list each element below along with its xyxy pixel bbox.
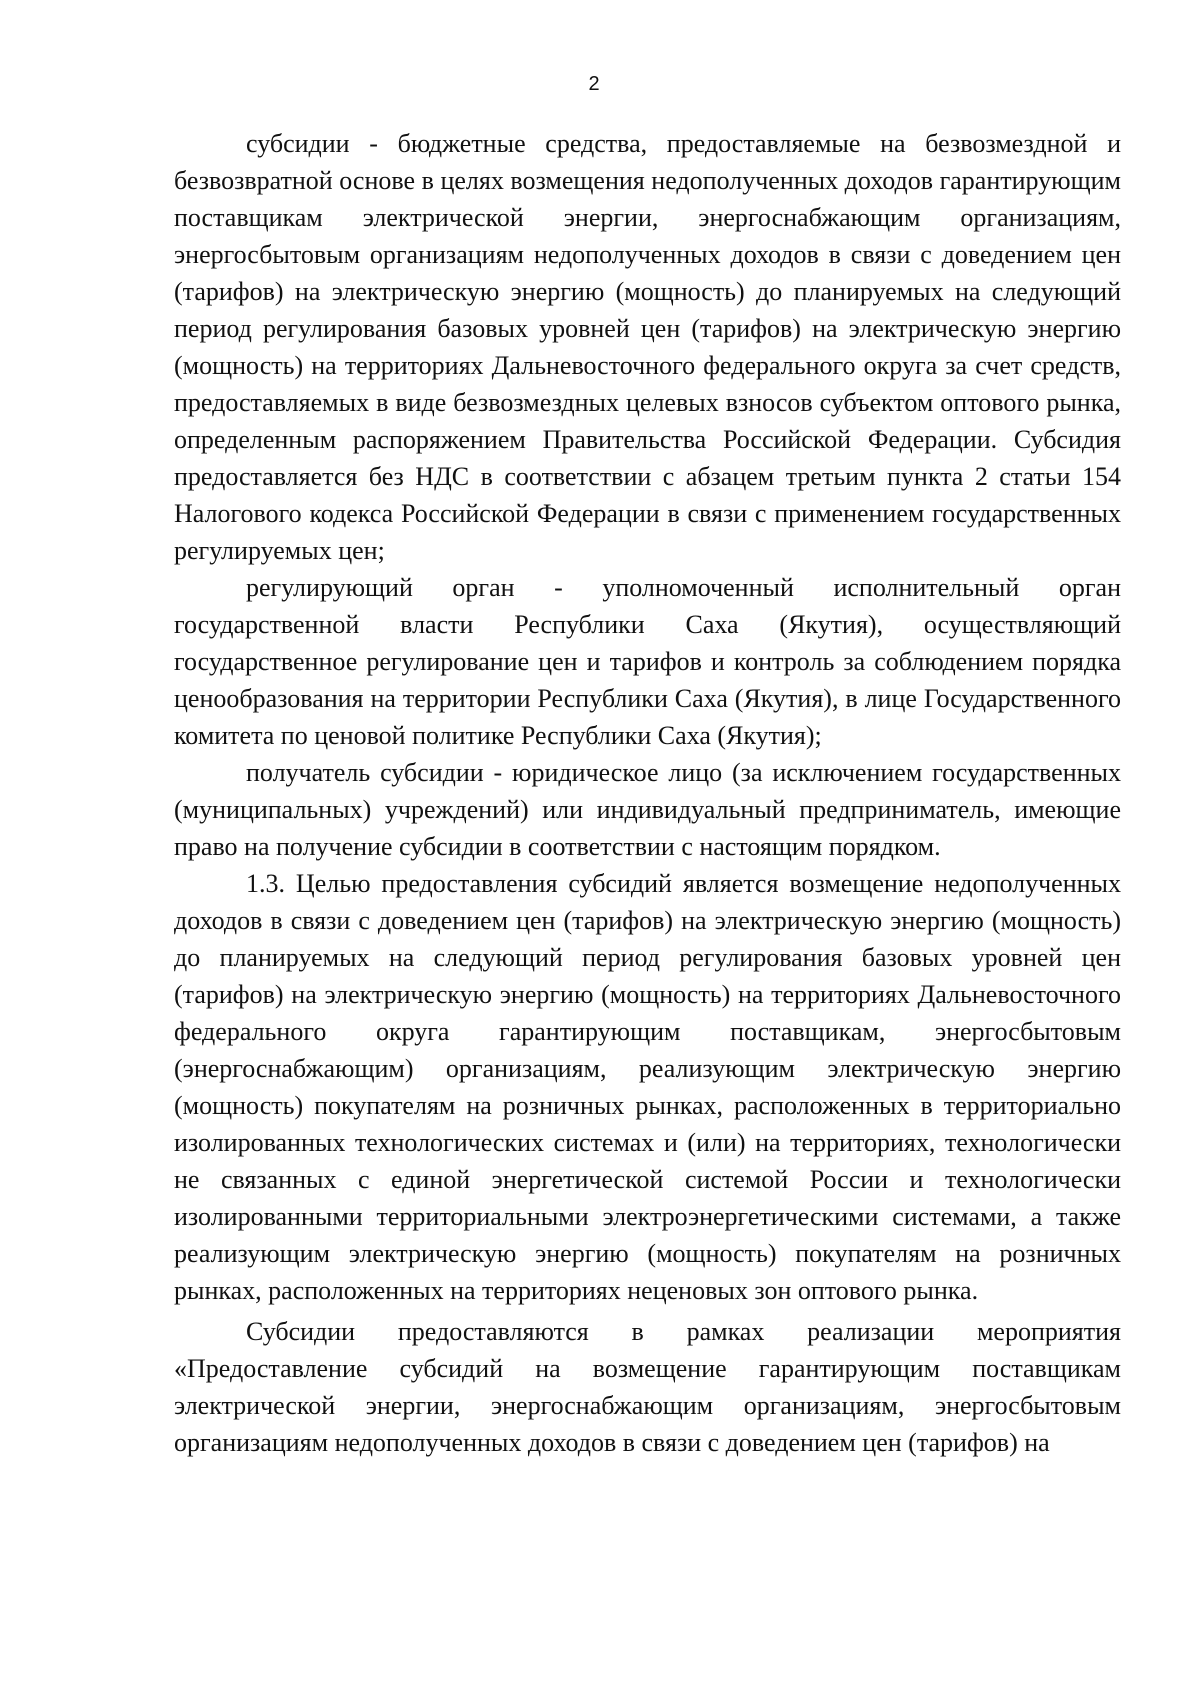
paragraph-subsidy-definition: субсидии - бюджетные средства, предоставляемые на безвозмездной и безвозвратной основе в целях возмещения недополученных доходов гарантирующим поставщикам электрической энергии, энергоснабжающим организациям, энергосбытовым организациям недополученных доходов в связи с доведением цен (тарифов) на электрическую энергию (мощность) до планируемых на следующий период регулирования базовых уровней цен (тарифов) на электрическую энергию (мощность) на территориях Дальневосточного федерального округа за счет средств, предоставляемых в виде безвозмездных целевых взносов субъектом оптового рынка, определенным распоряжением Правительства Российской Федерации. Субсидия предоставляется без НДС в соответствии с абзацем третьим пункта 2 статьи 154 Налогового кодекса Российской Федерации в связи с применением государственных регулируемых цен; [174, 129, 1121, 565]
paragraph-1-3-purpose: 1.3. Целью предоставления субсидий является возмещение недополученных доходов в связи с доведением цен (тарифов) на электрическую энергию (мощность) до планируемых на следующий период регулирования базовых уровней цен (тарифов) на электрическую энергию (мощность) на территориях Дальневосточного федерального округа гарантирующим поставщикам, энергосбытовым (энергоснабжающим) организациям, реализующим электрическую энергию (мощность) покупателям на розничных рынках, расположенных в территориально изолированных технологических системах и (или) на территориях, технологически не связанных с единой энергетической системой России и технологически изолированными территориальными электроэнергетическими системами, а также реализующим электрическую энергию (мощность) покупателям на розничных рынках, расположенных на территориях неценовых зон оптового рынка. [174, 869, 1121, 1305]
paragraph-regulator-definition: регулирующий орган - уполномоченный исполнительный орган государственной власти Республики Саха (Якутия), осуществляющий государственное регулирование цен и тарифов и контроль за соблюдением порядка ценообразования на территории Республики Саха (Якутия), в лице Государственного комитета по ценовой политике Республики Саха (Якутия); [174, 573, 1121, 750]
page-number: 2 [588, 73, 600, 95]
paragraph-subsidy-framework: Субсидии предоставляются в рамках реализации мероприятия «Предоставление субсидий на возмещение гарантирующим поставщикам электрической энергии, энергоснабжающим организациям, энергосбытовым организациям недополученных доходов в связи с доведением цен (тарифов) на [174, 1317, 1121, 1457]
paragraph-recipient-definition: получатель субсидии - юридическое лицо (за исключением государственных (муниципальных) учреждений) или индивидуальный предприниматель, имеющие право на получение субсидии в соответствии с настоящим порядком. [174, 758, 1121, 861]
document-body [174, 125, 1121, 1461]
